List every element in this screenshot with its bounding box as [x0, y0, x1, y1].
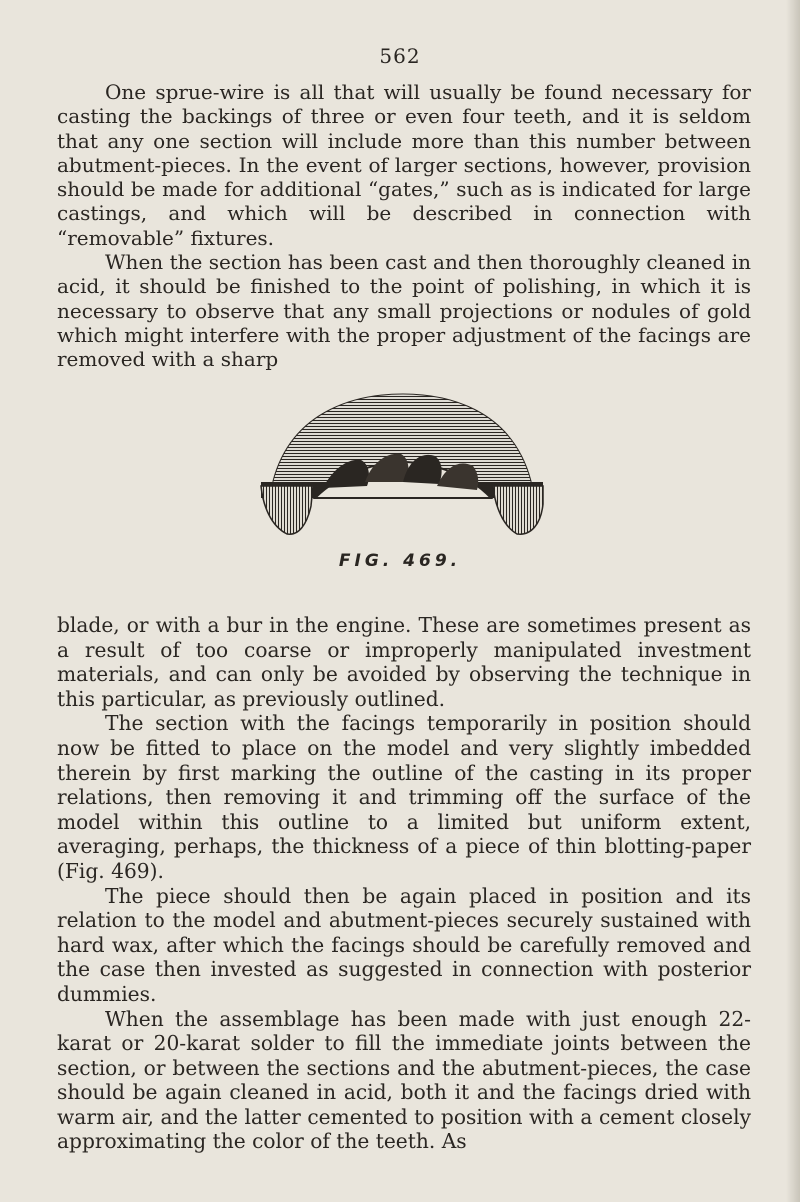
paragraph: When the section has been cast and then thoroughly cleaned in acid, it should be finished to the point of polishing, in which it is necessary to observe that any small projections or nodules of gold which might interfere with the proper adjustment of the facings are removed with a sharp [57, 250, 751, 372]
bridge-casting-illustration [253, 386, 549, 546]
page-edge-shadow [786, 0, 800, 1202]
paragraph: The piece should then be again placed in position and its relation to the model and abutment-pieces securely sustained with hard wax, after which the facings should be carefully removed and the case then invested as suggested in connection with posterior dummies. [57, 883, 751, 1006]
paragraph: When the assemblage has been made with just enough 22-karat or 20-karat solder to fill the immediate joints between the section, or between the sections and the abutment-pieces, the case should be again cleaned in acid, both it and the facings dried with warm air, and the latter cemented to position with a cement closely approximating the color of the teeth. As [57, 1006, 751, 1154]
paragraph: One sprue-wire is all that will usually be found necessary for casting the backings of three or even four teeth, and it is seldom that any one section will include more than this number between abutment-pieces. In the event of larger sections, however, provision should be made for additional “gates,” such as is indicated for large castings, and which will be described in connection with “removable” fixtures. [57, 80, 751, 250]
bottom-text-block [57, 613, 751, 1154]
paragraph: blade, or with a bur in the engine. These are sometimes present as a result of too coarse or improperly manipulated investment materials, and can only be avoided by observing the technique in this particular, as previously outlined. [57, 613, 751, 711]
page-number: 562 [379, 44, 421, 68]
top-text-block [57, 80, 751, 372]
paragraph: The section with the facings temporarily in position should now be fitted to place on the model and very slightly imbedded therein by first marking the outline of the casting in its proper relations, then removing it and trimming off the surface of the model within this outline to a limited but uniform extent, averaging, perhaps, the thickness of a piece of thin blotting-paper (Fig. 469). [57, 711, 751, 883]
figure-caption: FIG. 469. [338, 551, 462, 571]
